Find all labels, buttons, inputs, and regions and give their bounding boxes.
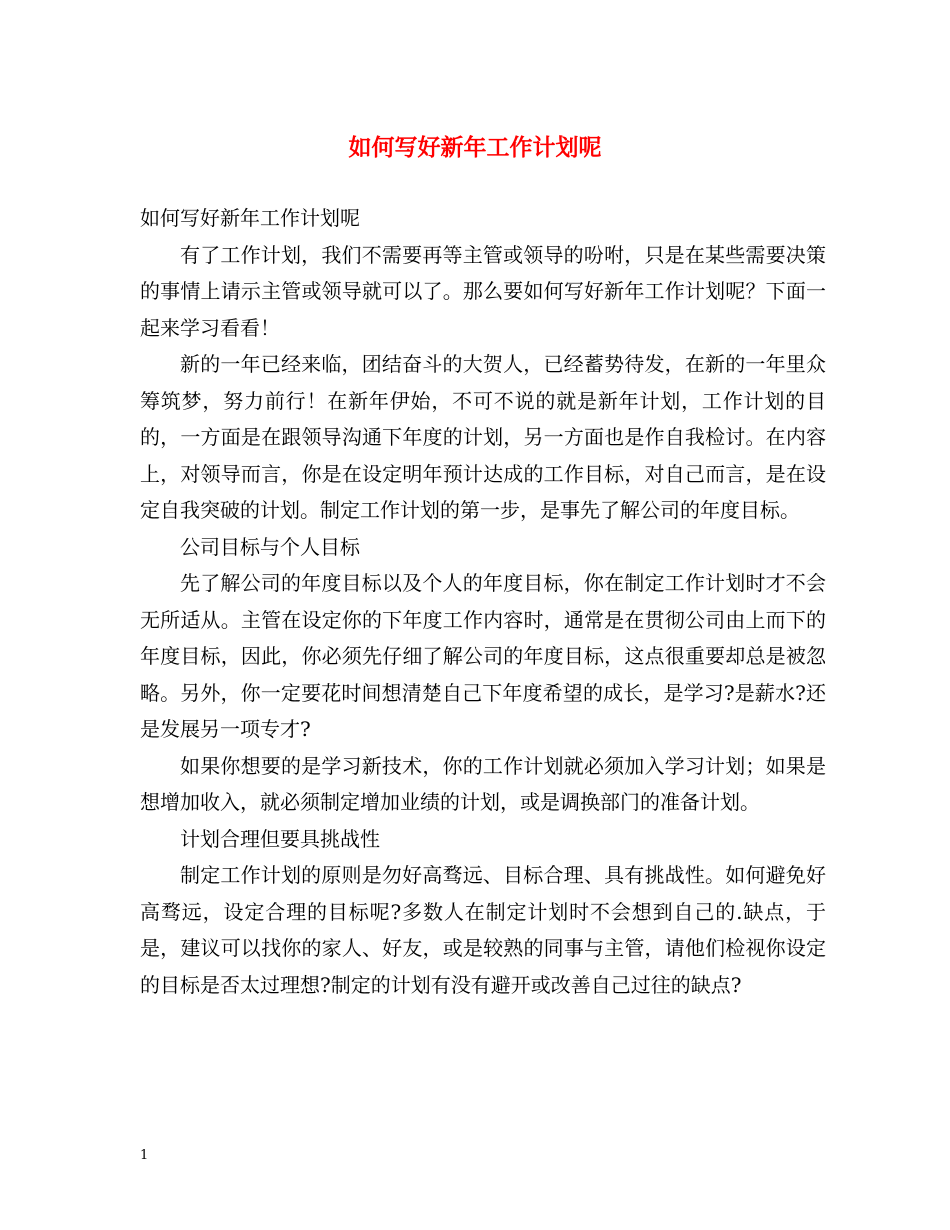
subtitle-paragraph: 如何写好新年工作计划呢 xyxy=(140,206,360,230)
section-heading-company-goals: 公司目标与个人目标 xyxy=(180,534,360,559)
document-body xyxy=(140,200,826,1003)
section-heading-challenge: 计划合理但要具挑战性 xyxy=(180,826,380,851)
new-year-paragraph: 新的一年已经来临，团结奋斗的大贺人，已经蓄势待发，在新的一年里众筹筑梦，努力前行！在新年伊始，不可不说的就是新年计划，工作计划的目的，一方面是在跟领导沟通下年度的计划，另一方面也是作自我检讨。在内容上，对领导而言，你是在设定明年预计达成的工作目标，对自己而言，是在设定自我突破的计划。制定工作计划的第一步，是事先了解公司的年度目标。 xyxy=(140,352,826,522)
intro-paragraph: 有了工作计划，我们不需要再等主管或领导的吩咐，只是在某些需要决策的事情上请示主管或领导就可以了。那么要如何写好新年工作计划呢？下面一起来学习看看！ xyxy=(140,242,826,340)
learning-plan-paragraph: 如果你想要的是学习新技术，你的工作计划就必须加入学习计划；如果是想增加收入，就必须制定增加业绩的计划，或是调换部门的准备计划。 xyxy=(140,753,826,814)
page-number: 1 xyxy=(140,1148,149,1163)
document-title: 如何写好新年工作计划呢 xyxy=(348,134,602,161)
challenge-paragraph: 制定工作计划的原则是勿好高骛远、目标合理、具有挑战性。如何避免好高骛远，设定合理的目标呢?多数人在制定计划时不会想到自己的.缺点，于是，建议可以找你的家人、好友，或是较熟的同事与主管，请他们检视你设定的目标是否太过理想?制定的计划有没有避开或改善自己过往的缺点? xyxy=(140,863,826,997)
company-goals-paragraph: 先了解公司的年度目标以及个人的年度目标，你在制定工作计划时才不会无所适从。主管在设定你的下年度工作内容时，通常是在贯彻公司由上而下的年度目标，因此，你必须先仔细了解公司的年度目标，这点很重要却总是被忽略。另外，你一定要花时间想清楚自己下年度希望的成长，是学习?是薪水?还是发展另一项专才? xyxy=(140,571,826,741)
